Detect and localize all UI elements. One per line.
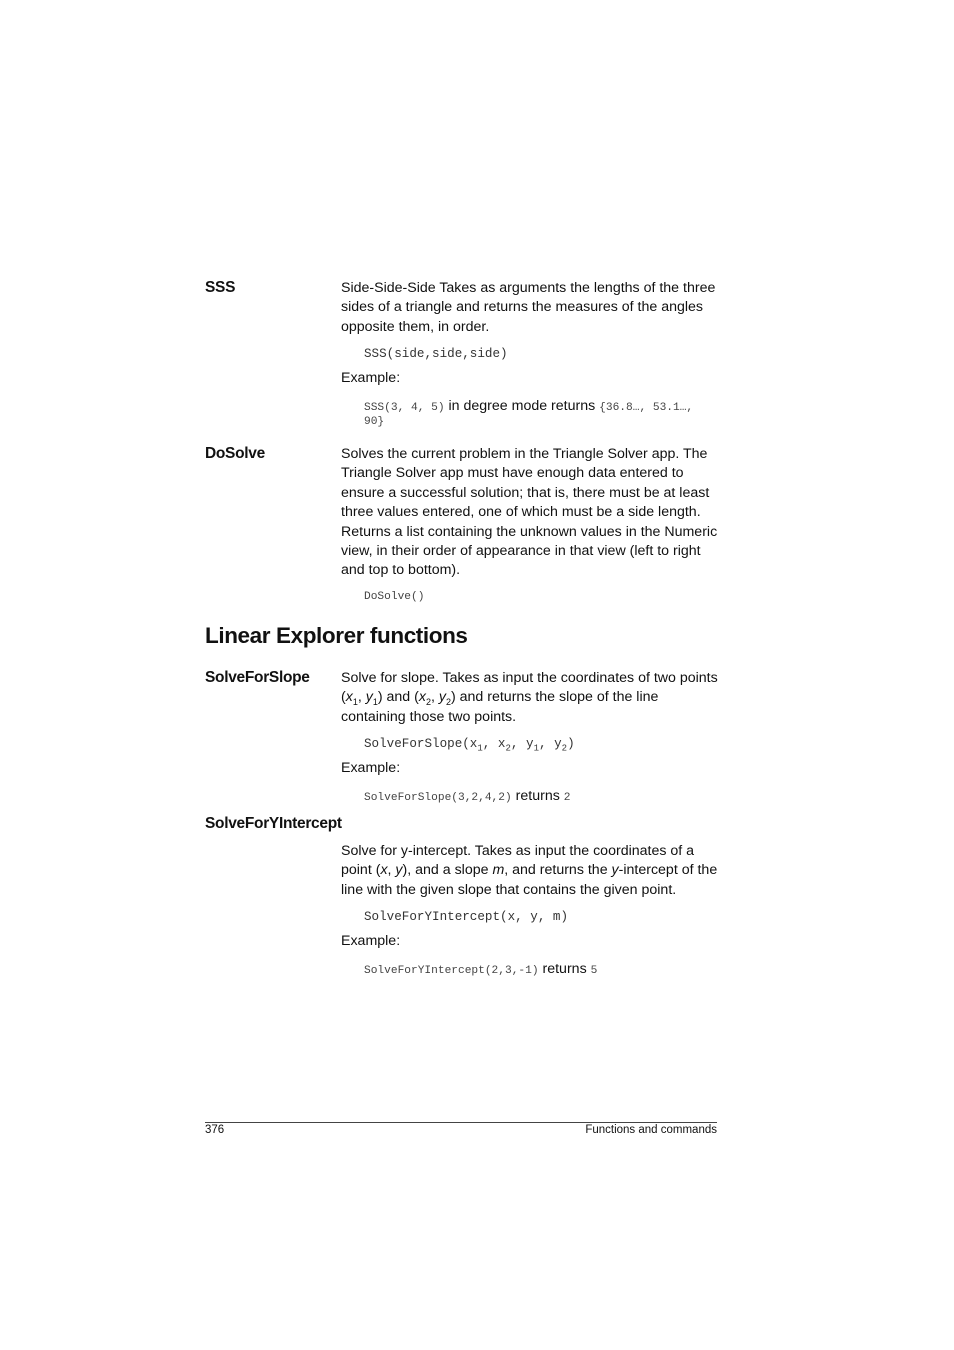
solveforslope-example-text: returns: [511, 788, 564, 804]
solveforslope-description: Solve for slope. Takes as input the coordinates of two points ($x_1$, $y_1$) and ($x_2$, $y_2$) and returns the slope of the line containing those two points.: [341, 670, 718, 725]
sss-description: Side-Side-Side Takes as arguments the lengths of the three sides of a triangle and returns the measures of the angles opposite them, in order.: [341, 280, 716, 335]
sss-syntax: SSS(side,side,side): [364, 347, 508, 361]
term-sss: SSS: [205, 279, 236, 296]
page-number: 376: [205, 1124, 225, 1136]
dosolve-description: Solves the current problem in the Triangle Solver app. The Triangle Solver app must have enough data entered to ensure a successful solution; that is, there must be at least three values entered, one of which must be a side length. Returns a list containing the unknown values in the Numeric view, in their order of appearance in that view (left to right and top to bottom).: [341, 446, 718, 579]
sss-example: [364, 398, 693, 416]
footer-rule: [205, 1122, 717, 1123]
solveforyintercept-syntax: SolveForYIntercept(x, y, m): [364, 910, 569, 924]
solveforyintercept-example-result: 5: [590, 965, 598, 977]
sss-example-label: Example:: [341, 370, 401, 386]
solveforslope-syntax: $SolveForSlope(x_1$, $x_2$, $y_1$, $y_2$): [364, 737, 575, 754]
sss-example-result-cont: 90}: [364, 416, 385, 428]
sss-example-code: SSS(3, 4, 5): [364, 402, 445, 414]
solveforyintercept-example-text: returns: [538, 961, 591, 977]
solveforyintercept-description: Solve for y-intercept. Takes as input the coordinates of a point (x, y), and a slope m, and returns the y-intercept of the line with the given slope that contains the given point.: [341, 843, 718, 898]
dosolve-syntax: DoSolve(): [364, 591, 425, 603]
solveforyintercept-example-label: Example:: [341, 933, 401, 949]
section-heading: Linear Explorer functions: [205, 623, 468, 648]
solveforslope-example-label: Example:: [341, 760, 401, 776]
sss-example-result: {36.8…, 53.1…,: [599, 402, 694, 414]
footer-section-title: Functions and commands: [585, 1124, 717, 1136]
solveforyintercept-example-code: SolveForYIntercept(2,3,-1): [364, 965, 539, 977]
term-solveforyintercept: SolveForYIntercept: [205, 815, 342, 832]
term-solveforslope: SolveForSlope: [205, 669, 310, 686]
solveforslope-example-result: 2: [563, 792, 571, 804]
solveforslope-example-code: SolveForSlope(3,2,4,2): [364, 792, 512, 804]
solveforyintercept-example: [364, 961, 597, 979]
term-dosolve: DoSolve: [205, 445, 265, 462]
sss-example-text: in degree mode returns: [444, 398, 600, 414]
solveforslope-example: [364, 788, 570, 806]
